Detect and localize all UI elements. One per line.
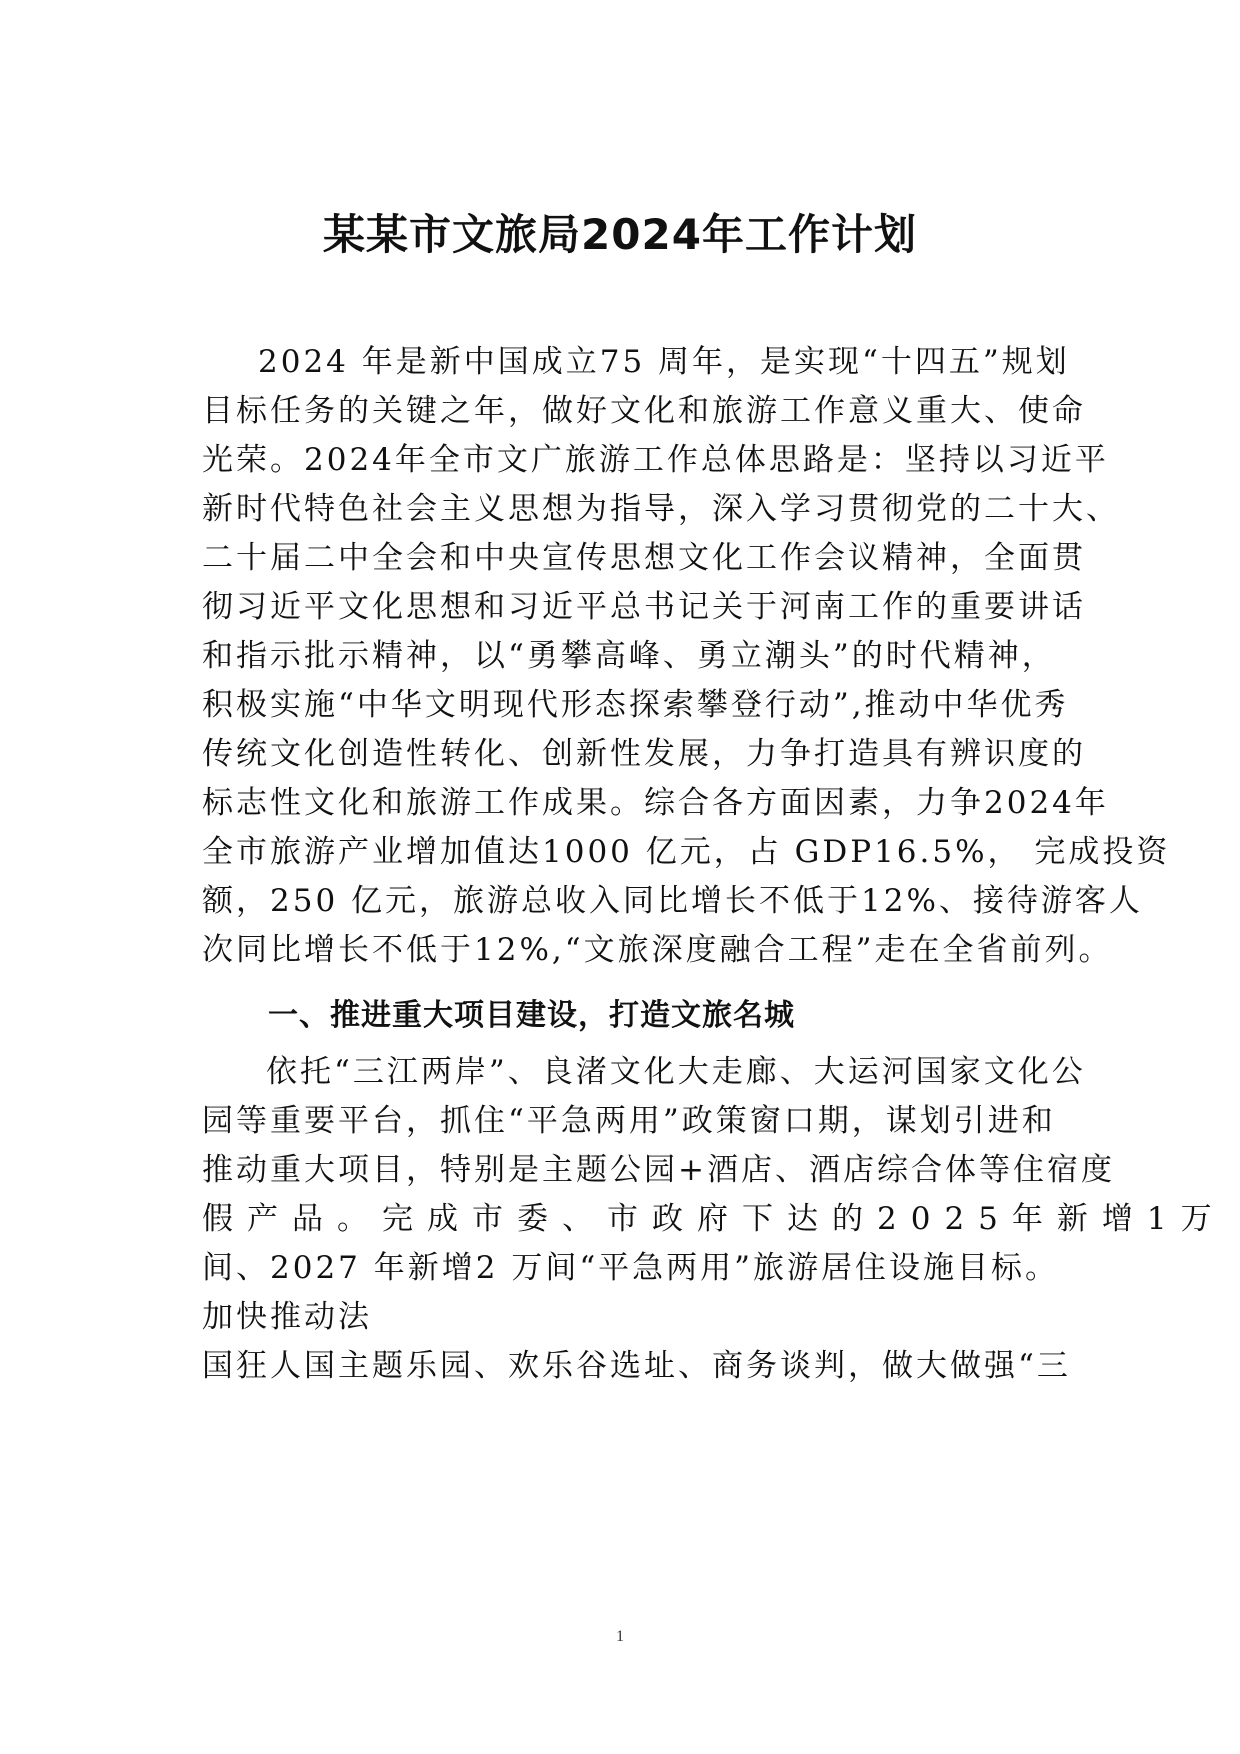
intro-line: 新时代特色社会主义思想为指导，深入学习贯彻党的二十大、 xyxy=(202,491,1120,527)
intro-line: 目标任务的关键之年，做好文化和旅游工作意义重大、使命 xyxy=(202,393,1086,429)
intro-line: 次同比增长不低于12%,“文旅深度融合工程”走在全省前列。 xyxy=(202,932,1113,968)
intro-line: 传统文化创造性转化、创新性发展，力争打造具有辨识度的 xyxy=(202,736,1086,772)
intro-line: 2024 年是新中国成立75 周年，是实现“十四五”规划 xyxy=(258,344,1070,380)
section1-line: 园等重要平台，抓住“平急两用”政策窗口期，谋划引进和 xyxy=(202,1103,1056,1139)
intro-paragraph xyxy=(202,338,1171,975)
intro-line: 光荣。2024年全市文广旅游工作总体思路是：坚持以习近平 xyxy=(202,442,1109,478)
section1-line: 推动重大项目，特别是主题公园+酒店、酒店综合体等住宿度 xyxy=(202,1152,1115,1188)
document-title: 某某市文旅局2024年工作计划 xyxy=(323,210,917,259)
section1-line: 依托“三江两岸”、良渚文化大走廊、大运河国家文化公 xyxy=(266,1054,1086,1090)
intro-line: 二十届二中全会和中央宣传思想文化工作会议精神，全面贯 xyxy=(202,540,1086,576)
section-heading: 一、推进重大项目建设，打造文旅名城 xyxy=(268,998,795,1033)
intro-line: 额，250 亿元，旅游总收入同比增长不低于12%、接待游客人 xyxy=(202,883,1143,919)
intro-line: 积极实施“中华文明现代形态探索攀登行动”,推动中华优秀 xyxy=(202,687,1069,723)
section1-line: 加快推动法 xyxy=(202,1299,372,1335)
intro-line: 彻习近平文化思想和习近平总书记关于河南工作的重要讲话 xyxy=(202,589,1086,625)
intro-line: 标志性文化和旅游工作成果。综合各方面因素，力争2024年 xyxy=(202,785,1109,821)
intro-line: 和指示批示精神，以“勇攀高峰、勇立潮头”的时代精神， xyxy=(202,638,1056,674)
section1-line: 间、2027 年新增2 万间“平急两用”旅游居住设施目标。 xyxy=(202,1250,1060,1286)
section1-line: 国狂人国主题乐园、欢乐谷选址、商务谈判，做大做强“三 xyxy=(202,1348,1071,1384)
intro-line: 全市旅游产业增加值达1000 亿元，占 GDP16.5%， 完成投资 xyxy=(202,834,1171,870)
page-number: 1 xyxy=(616,1628,624,1645)
section1-paragraph xyxy=(202,1048,1226,1391)
section1-line: 假产品。完成市委、市政府下达的2025年新增1万 xyxy=(202,1201,1226,1237)
